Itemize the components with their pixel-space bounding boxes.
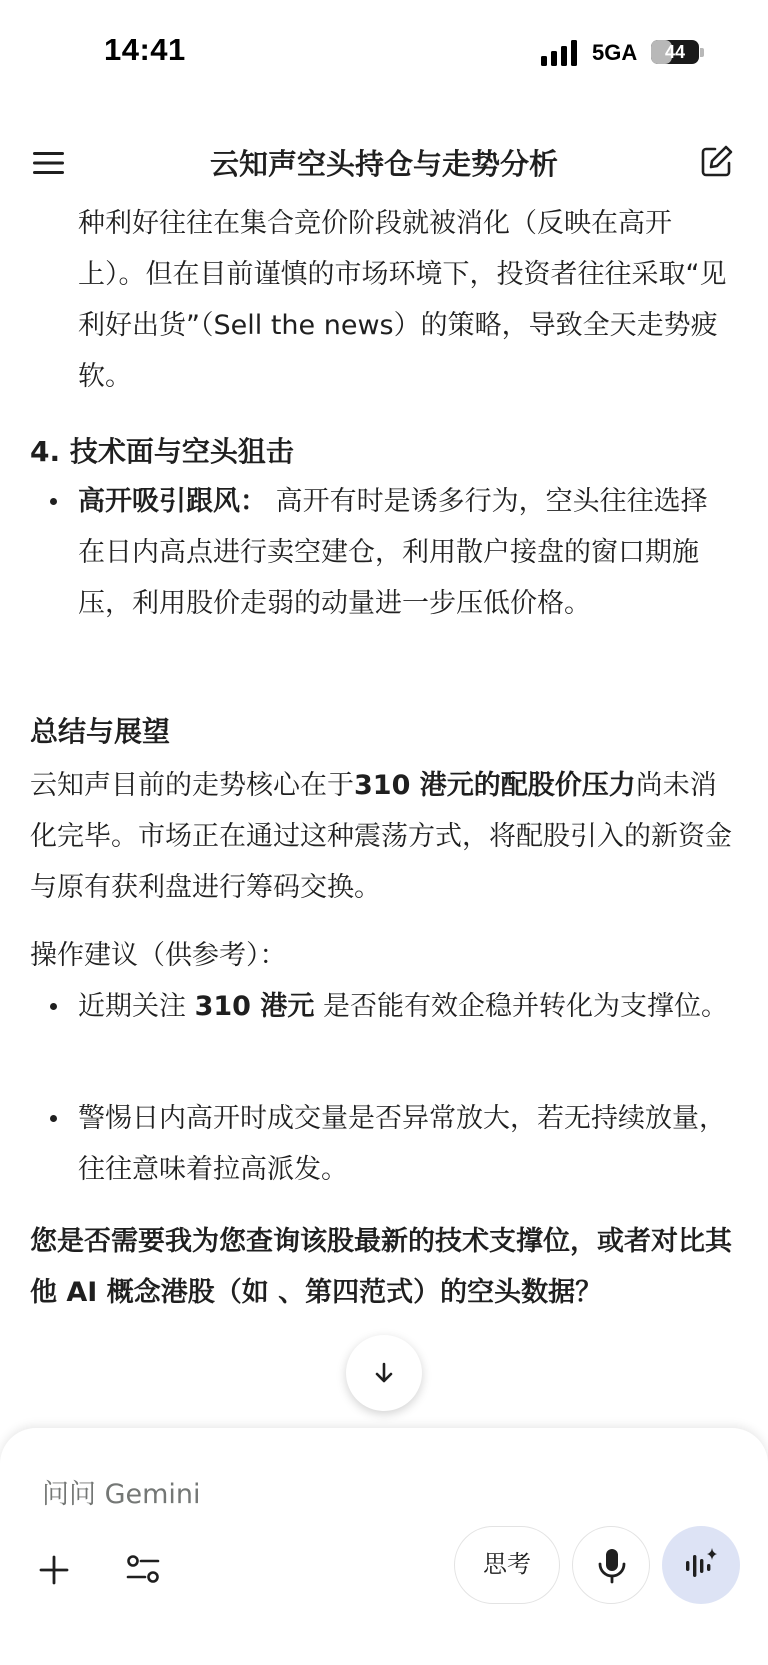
prompt-composer <box>0 1428 768 1665</box>
response-content <box>0 198 768 1428</box>
think-button[interactable]: 思考 <box>454 1526 560 1604</box>
summary-paragraph <box>30 760 734 913</box>
bullet-text <box>78 981 734 1032</box>
tools-icon[interactable] <box>124 1550 162 1588</box>
closing-question: 您是否需要我为您查询该股最新的技术支撑位，或者对比其他 AI 概念港股（如 、第四范式）的空头数据？ <box>30 1226 732 1308</box>
battery-tip <box>700 48 704 57</box>
plus-icon[interactable] <box>36 1552 72 1588</box>
edit-icon[interactable] <box>700 144 734 178</box>
advice-heading: 操作建议（供参考）： <box>30 940 287 971</box>
summary-text-post: 尚未消化完毕。市场正在通过这种震荡方式，将配股引入的新资金与原有获利盘进行筹码交换。 <box>30 770 732 903</box>
battery-level: 44 <box>664 42 686 62</box>
bullet-dot <box>50 498 57 505</box>
intro-paragraph: 种利好往往在集合竞价阶段就被消化（反映在高开上）。但在目前谨慎的市场环境下，投资者往往采取“见利好出货”（Sell the news）的策略，导致全天走势疲软。 <box>78 208 727 392</box>
advice1-bold: 310 港元 <box>194 991 315 1022</box>
bullet-body: 高开有时是诱多行为，空头往往选择在日内高点进行卖空建仓，利用散户接盘的窗口期施压，利用股价走弱的动量进一步压低价格。 <box>78 486 708 619</box>
advice1-pre: 近期关注 <box>78 991 195 1022</box>
network-type: 5GA <box>592 40 638 65</box>
bullet-text: 警惕日内高开时成交量是否异常放大，若无持续放量，往往意味着拉高派发。 <box>78 1103 726 1185</box>
app-header <box>0 128 768 198</box>
microphone-button[interactable] <box>572 1526 650 1604</box>
prompt-input[interactable] <box>42 1472 722 1516</box>
advice1-post: 是否能有效企稳并转化为支撑位。 <box>314 991 728 1022</box>
bullet-text <box>78 476 734 629</box>
summary-text-bold: 310 港元的配股价压力 <box>354 770 636 801</box>
summary-heading: 总结与展望 <box>30 715 171 748</box>
arrow-down-icon <box>368 1357 400 1389</box>
summary-text-pre: 云知声目前的走势核心在于 <box>30 770 354 801</box>
bullet-bold-label: 高开吸引跟风： <box>78 486 267 517</box>
status-bar <box>0 0 768 100</box>
menu-icon[interactable] <box>32 148 66 178</box>
scroll-to-bottom-button[interactable] <box>346 1335 422 1411</box>
microphone-icon <box>595 1547 629 1585</box>
status-time: 14:41 <box>104 32 186 67</box>
conversation-title[interactable]: 云知声空头持仓与走势分析 <box>209 147 558 181</box>
bullet-dot <box>50 1115 57 1122</box>
cellular-signal-icon <box>541 40 581 66</box>
gemini-live-button[interactable] <box>662 1526 740 1604</box>
bullet-dot <box>50 1003 57 1010</box>
section-heading: 4. 技术面与空头狙击 <box>30 435 294 468</box>
gemini-live-icon <box>682 1546 720 1584</box>
battery-icon <box>651 40 699 64</box>
